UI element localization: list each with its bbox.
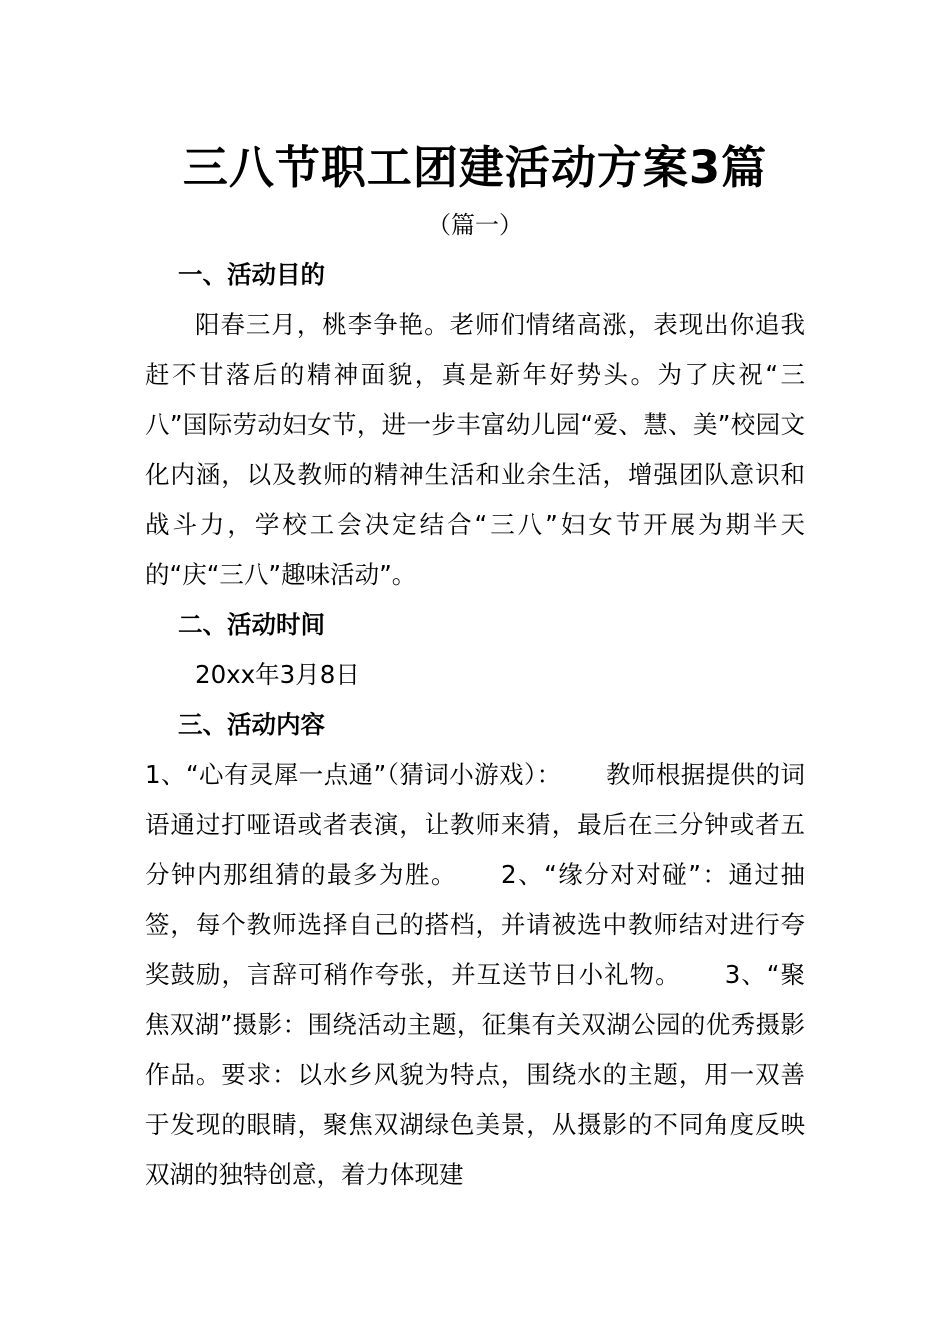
content-item-1-body: 教师根据提供的词语通过打哑语或者表演，让教师来猜，最后在三分钟或者五分钟内那组猜的最多为胜。 (145, 760, 805, 889)
section-heading-content: 三、活动内容 (178, 710, 325, 739)
section-paragraph-purpose: 阳春三月，桃李争艳。老师们情绪高涨，表现出你追我赶不甘落后的精神面貌，真是新年好势头。为了庆祝“三八”国际劳动妇女节，进一步丰富幼儿园“爱、慧、美”校园文化内涵，以及教师的精神生活和业余生活，增强团队意识和战斗力，学校工会决定结合“三八”妇女节开展为期半天的“庆“三八”趣味活动”。 (145, 310, 805, 589)
section-paragraph-time: 20xx年3月8日 (195, 660, 360, 689)
content-item-1-title: 1、“心有灵犀一点通”（猜词小游戏）： (145, 760, 562, 789)
document-subtitle: （篇一） (427, 211, 523, 239)
document-body (145, 250, 805, 1200)
content-item-2: 2、“缘分对对碰”：通过抽签，每个教师选择自己的搭档，并请被选中教师结对进行夸奖鼓励，言辞可稍作夸张，并互送节日小礼物。 (145, 860, 805, 989)
section-heading-time: 二、活动时间 (178, 610, 325, 639)
document-title: 三八节职工团建活动方案3篇 (182, 141, 768, 194)
content-item-3: 3、“聚焦双湖”摄影：围绕活动主题，征集有关双湖公园的优秀摄影作品。要求：以水乡风貌为特点，围绕水的主题，用一双善于发现的眼睛，聚焦双湖绿色美景，从摄影的不同角度反映双湖的独特创意，着力体现建 (145, 960, 806, 1189)
content-items (145, 750, 805, 1200)
section-heading-purpose: 一、活动目的 (178, 260, 325, 289)
